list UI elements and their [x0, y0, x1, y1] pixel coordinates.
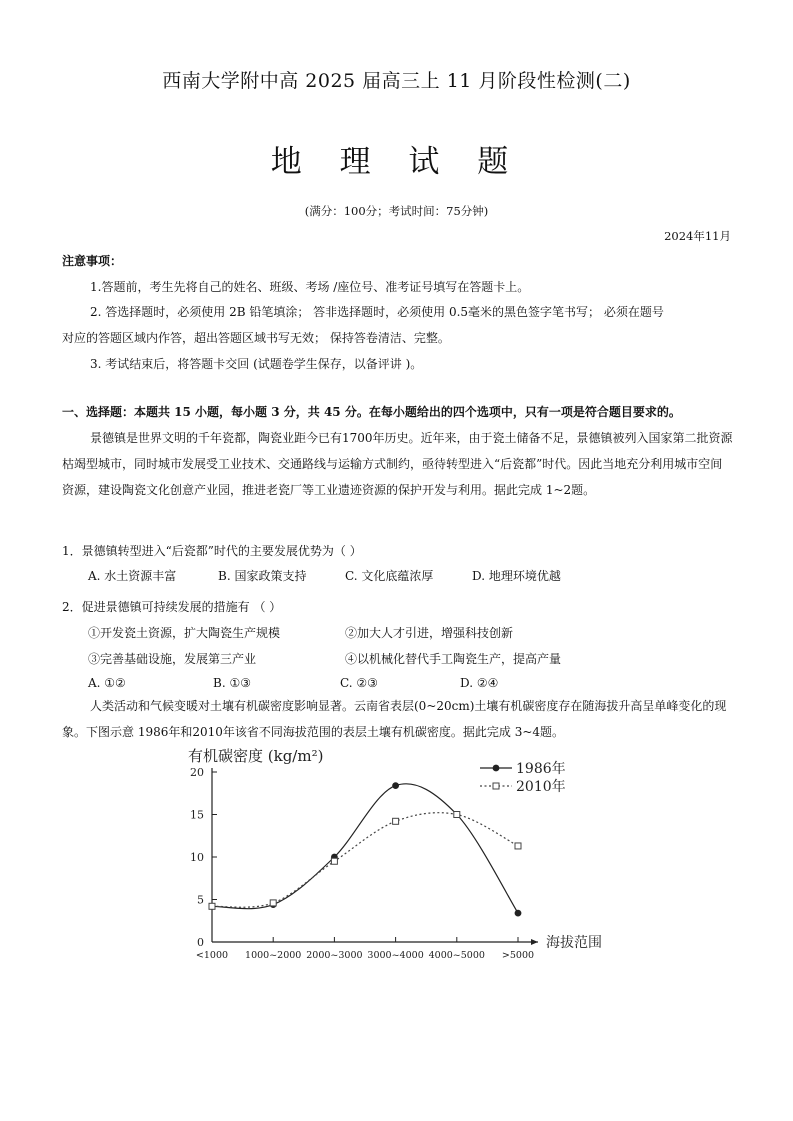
q2-statement-3: ③完善基础设施，发展第三产业: [88, 652, 257, 666]
y-tick-label: 5: [197, 893, 204, 907]
q2-statement-2: ②加大人才引进，增强科技创新: [345, 626, 514, 640]
data-point-1: [515, 843, 521, 849]
legend-marker-1: [493, 783, 499, 789]
passage-1: 景德镇是世界文明的千年瓷都，陶瓷业距今已有1700年历史。近年来，由于瓷土储备不足，景德镇被列入国家第二批资源枯竭型城市，同时城市发展受工业技术、交通路线与运输方式制约，亟待转型进入“后瓷都”时代。因此当地充分利用城市空间资源，建设陶瓷文化创意产业园，推进老瓷厂等工业遗迹资源的保护开发与利用。据此完成 1~2题。: [62, 431, 733, 497]
x-tick-label: 2000~3000: [306, 950, 363, 961]
x-tick-label: 1000~2000: [245, 950, 302, 961]
chart-axes: [212, 768, 538, 945]
q1-option-d: D. 地理环境优越: [472, 569, 561, 583]
exam-date: 2024年11月: [664, 229, 731, 243]
x-tick-label: >5000: [501, 950, 535, 961]
y-tick-label: 10: [190, 851, 204, 864]
section-heading: 一、选择题：本题共 15 小题，每小题 3 分，共 45 分。在每小题给出的四个选项中，只有一项是符合题目要求的。: [62, 405, 681, 419]
chart-series: [209, 782, 522, 916]
x-tick-label: 4000~5000: [428, 950, 485, 961]
y-tick-label: 20: [190, 766, 204, 779]
note-item-3: 3. 考试结束后，将答题卡交回 (试题卷学生保存，以备评讲 )。: [90, 357, 423, 371]
q1-option-a: A. 水土资源丰富: [88, 569, 177, 583]
q2-option-b: B. ①③: [213, 676, 251, 690]
y-tick-label: 0: [197, 936, 204, 949]
series-line-1: [212, 813, 518, 908]
passage-2: 人类活动和气候变暖对土壤有机碳密度影响显著。云南省表层(0~20cm)土壤有机碳密度存在随海拔升高呈单峰变化的现象。下图示意 1986年和2010年该省不同海拔范围的表层土壤有机碳密度。据此完成 3~4题。: [62, 699, 727, 739]
series-line-0: [212, 784, 518, 913]
data-point-1: [454, 812, 460, 818]
note-item-2-cont: 对应的答题区域内作答，超出答题区域书写无效； 保持答卷清洁、完整。: [62, 331, 450, 345]
exam-title: 西南大学附中高 2025 届高三上 11 月阶段性检测(二): [162, 70, 631, 92]
data-point-1: [393, 818, 399, 824]
q2-option-d: D. ②④: [460, 676, 499, 690]
notes-heading: 注意事项：: [62, 254, 123, 268]
score-time-info: (满分：100分；考试时间：75分钟): [304, 204, 489, 218]
q2-option-a: A. ①②: [88, 676, 126, 690]
q1-option-b: B. 国家政策支持: [218, 569, 307, 583]
note-item-2: 2. 答选择题时，必须使用 2B 铅笔填涂； 答非选择题时，必须使用 0.5毫米的黑色签字笔书写； 必须在题号: [90, 305, 664, 319]
data-point-1: [331, 858, 337, 864]
q2-option-c: C. ②③: [340, 676, 378, 690]
y-axis-label: 有机碳密度 (kg/m²): [188, 747, 324, 765]
q2-statement-4: ④以机械化替代手工陶瓷生产，提高产量: [345, 652, 562, 666]
y-tick-label: 15: [190, 808, 204, 822]
q2-statement-1: ①开发瓷土资源，扩大陶瓷生产规模: [88, 626, 281, 640]
data-point-1: [270, 900, 276, 906]
x-tick-label: 3000~4000: [367, 950, 424, 961]
chart-ticks: [190, 766, 534, 961]
x-tick-label: <1000: [195, 950, 229, 961]
data-point-0: [392, 782, 399, 789]
chart-legend: [480, 760, 566, 795]
q1-option-c: C. 文化底蕴浓厚: [345, 569, 434, 583]
legend-label-1: 2010年: [516, 779, 566, 795]
note-item-1: 1.答题前，考生先将自己的姓名、班级、考场 /座位号、准考证号填写在答题卡上。: [90, 280, 530, 294]
carbon-density-chart: [180, 742, 630, 970]
legend-marker-0: [493, 765, 500, 772]
data-point-1: [209, 903, 215, 909]
legend-label-0: 1986年: [516, 761, 566, 777]
x-axis-arrow: [531, 939, 538, 945]
subject-title: 地 理 试 题: [270, 144, 523, 180]
question-2-stem: 2．促进景德镇可持续发展的措施有 （ ）: [62, 600, 282, 614]
x-axis-label: 海拔范围: [546, 935, 602, 951]
data-point-0: [515, 910, 522, 917]
question-1-stem: 1．景德镇转型进入“后瓷都”时代的主要发展优势为（ ）: [62, 544, 362, 558]
